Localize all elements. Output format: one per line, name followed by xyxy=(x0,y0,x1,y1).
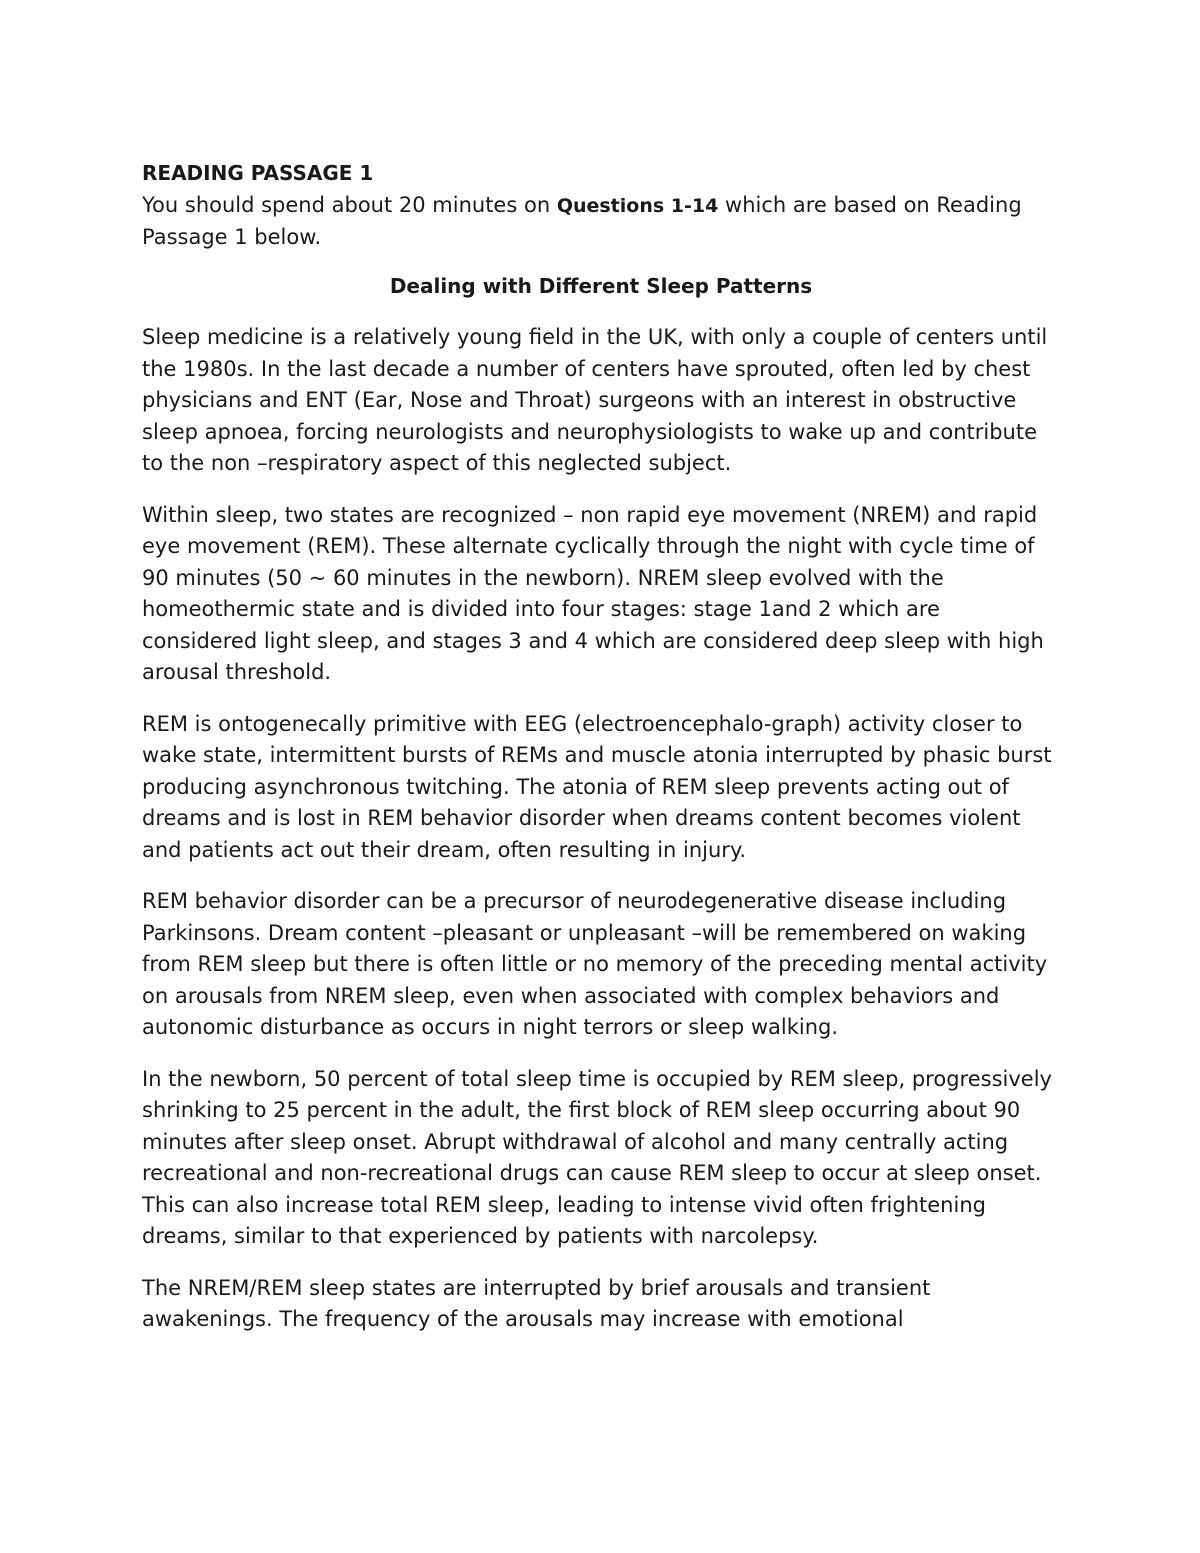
document-page xyxy=(142,158,1060,1356)
instructions-text-before: You should spend about 20 minutes on xyxy=(142,192,557,217)
paragraph-3: REM is ontogenecally primitive with EEG (electroencephalo-graph) activity closer to wake state, intermittent bursts of REMs and muscle atonia interrupted by phasic burst producing asynchronous twitching. The atonia of REM sleep prevents acting out of dreams and is lost in REM behavior disorder when dreams content becomes violent and patients act out their dream, often resulting in injury. xyxy=(142,711,1052,862)
instructions-text-after: which are based on Reading Passage 1 below. xyxy=(142,192,1022,249)
passage-heading: READING PASSAGE 1 xyxy=(142,161,374,185)
passage-title: Dealing with Different Sleep Patterns xyxy=(389,273,813,298)
paragraph-1: Sleep medicine is a relatively young field in the UK, with only a couple of centers until the 1980s. In the last decade a number of centers have sprouted, often led by chest physicians and ENT (Ear, Nose and Throat) surgeons with an interest in obstructive sleep apnoea, forcing neurologists and neurophysiologists to wake up and contribute to the non –respiratory aspect of this neglected subject. xyxy=(142,325,1048,475)
instructions xyxy=(142,190,1060,254)
paragraph-6: The NREM/REM sleep states are interrupted by brief arousals and transient awakenings. The frequency of the arousals may increase with emotional xyxy=(142,1275,931,1331)
questions-range: Questions 1-14 xyxy=(556,194,719,217)
paragraph-4: REM behavior disorder can be a precursor of neurodegenerative disease including Parkinsons. Dream content –pleasant or unpleasant –will be remembered on waking from REM sleep but there is often little or no memory of the preceding mental activity on arousals from NREM sleep, even when associated with complex behaviors and autonomic disturbance as occurs in night terrors or sleep walking. xyxy=(142,889,1048,1039)
paragraph-2: Within sleep, two states are recognized – non rapid eye movement (NREM) and rapid eye movement (REM). These alternate cyclically through the night with cycle time of 90 minutes (50 ~ 60 minutes in the newborn). NREM sleep evolved with the homeothermic state and is divided into four stages: stage 1and 2 which are considered light sleep, and stages 3 and 4 which are considered deep sleep with high arousal threshold. xyxy=(142,502,1044,684)
paragraph-5: In the newborn, 50 percent of total sleep time is occupied by REM sleep, progressively shrinking to 25 percent in the adult, the first block of REM sleep occurring about 90 minutes after sleep onset. Abrupt withdrawal of alcohol and many centrally acting recreational and non-recreational drugs can cause REM sleep to occur at sleep onset. This can also increase total REM sleep, leading to intense vivid often frightening dreams, similar to that experienced by patients with narcolepsy. xyxy=(142,1066,1052,1248)
